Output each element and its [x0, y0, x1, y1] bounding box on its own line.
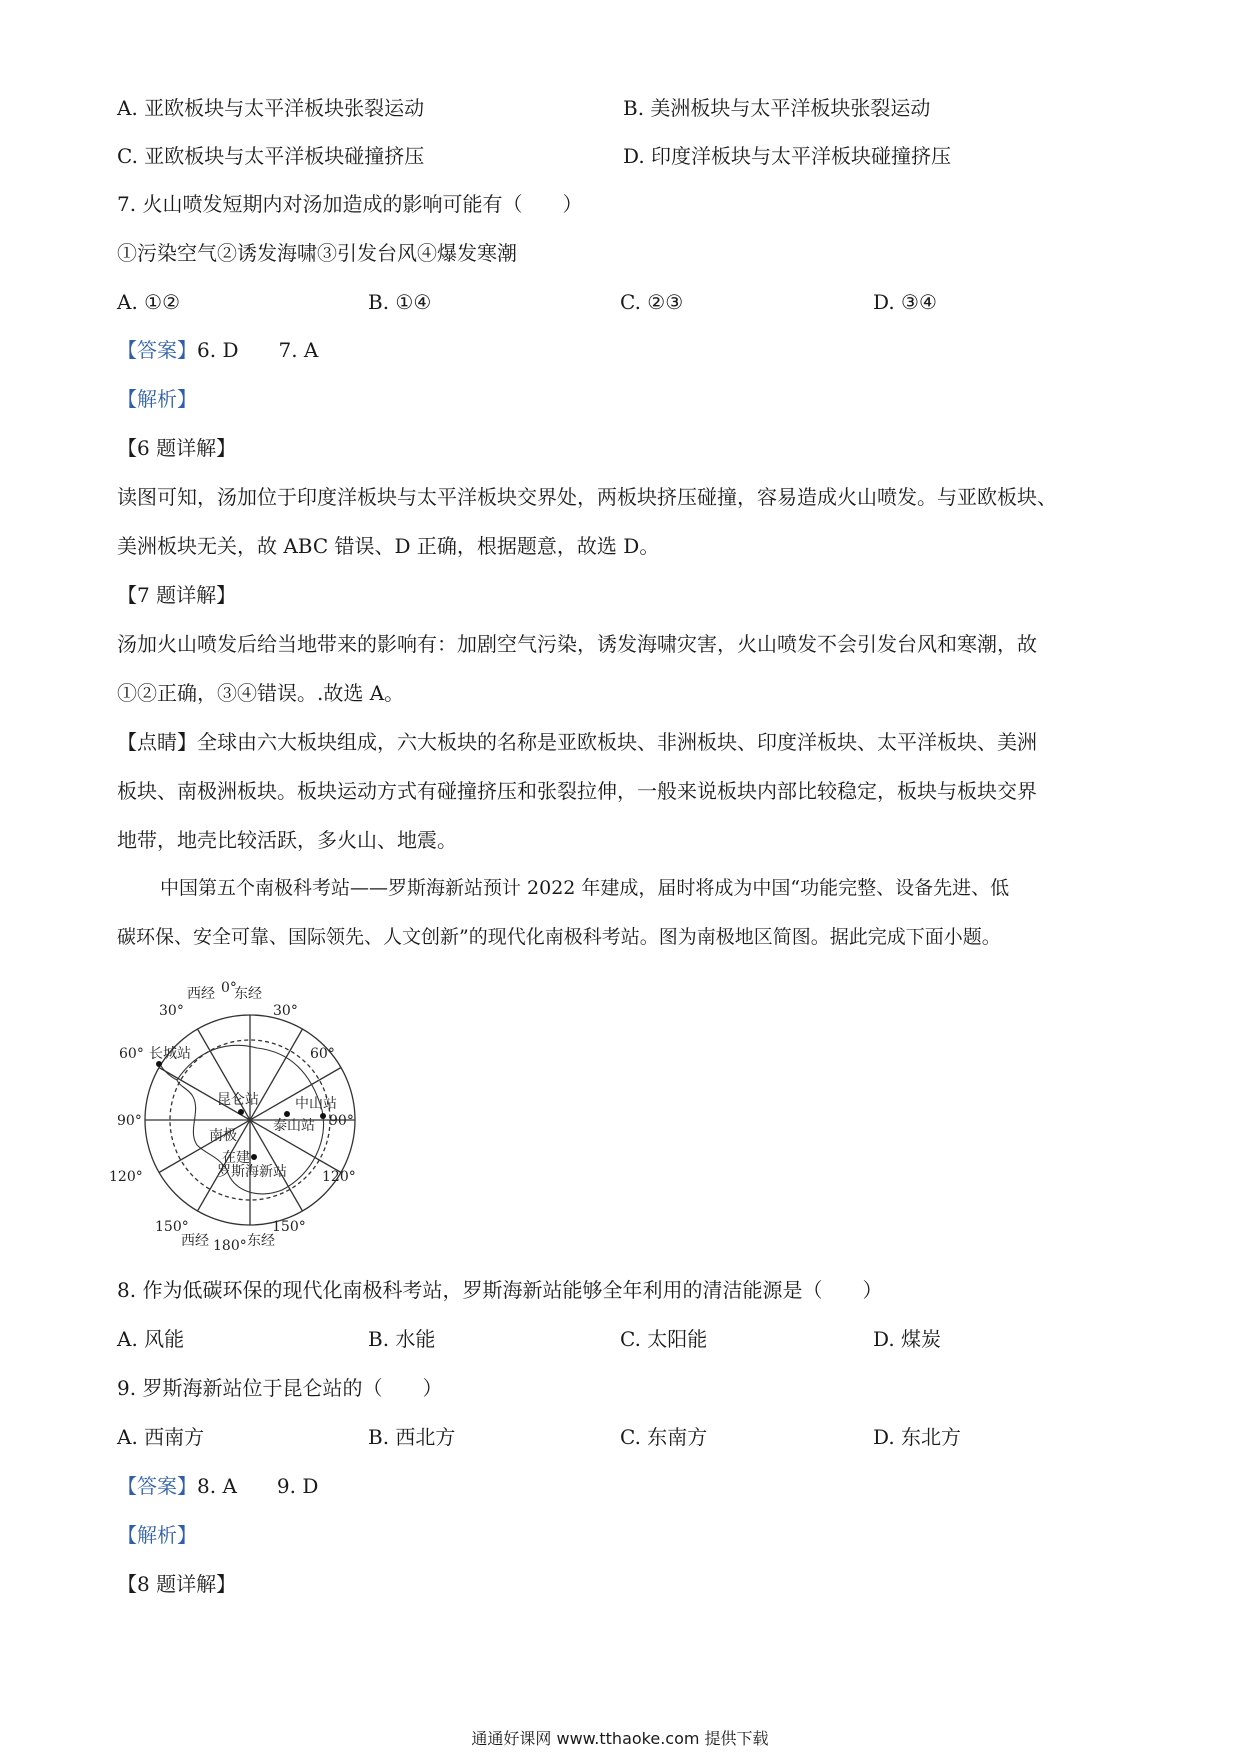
map-label-120w: 120° [109, 1169, 143, 1185]
map-label-60e: 60° [310, 1046, 335, 1062]
map-label-kunlun: 昆仑站 [217, 1092, 259, 1108]
q6-option-b: B. 美洲板块与太平洋板块张裂运动 [623, 96, 931, 120]
q8-option-d: D. 煤炭 [873, 1327, 942, 1351]
taishan-station-dot [284, 1111, 290, 1117]
q7-stem: 7. 火山喷发短期内对汤加造成的影响可能有（ ） [117, 192, 583, 216]
q7-option-b: B. ①④ [368, 290, 432, 314]
map-label-30e: 30° [273, 1003, 298, 1019]
map-label-luosihai: 罗斯海新站 [217, 1164, 287, 1180]
map-label-changcheng: 长城站 [149, 1046, 191, 1062]
map-label-bottom-west: 西经 [181, 1233, 209, 1249]
q8-option-b: B. 水能 [368, 1327, 436, 1351]
map-label-bottom-center: 180° [213, 1238, 247, 1254]
detail-6-line-1: 读图可知，汤加位于印度洋板块与太平洋板块交界处，两板块挤压碰撞，容易造成火山喷发。与亚欧板块、 [117, 485, 1057, 509]
antarctic-peninsula [159, 1063, 177, 1080]
map-label-taishan: 泰山站 [273, 1118, 315, 1134]
q7-option-c: C. ②③ [620, 290, 684, 314]
analysis-label-2: 【解析】 [117, 1523, 197, 1547]
detail-7-line-2: ①②正确，③④错误。.故选 A。 [117, 681, 405, 705]
q9-stem: 9. 罗斯海新站位于昆仑站的（ ） [117, 1376, 443, 1400]
map-label-zaijian: 在建 [222, 1150, 250, 1166]
answer-label-2: 【答案】 [117, 1474, 197, 1498]
map-label-90e: 90° [329, 1113, 354, 1129]
detail-6-line-2: 美洲板块无关，故 ABC 错误、D 正确，根据题意，故选 D。 [117, 534, 660, 558]
kunlun-station-dot [238, 1109, 244, 1115]
analysis-label: 【解析】 [117, 387, 197, 411]
answer-text-2: 8. A 9. D [197, 1474, 319, 1498]
detail-7-heading: 【7 题详解】 [117, 583, 237, 607]
dianjing-line-2: 板块、南极洲板块。板块运动方式有碰撞挤压和张裂拉伸，一般来说板块内部比较稳定，板块与板块交界 [117, 779, 1037, 803]
q9-option-a: A. 西南方 [117, 1425, 205, 1449]
antarctica-map [109, 980, 387, 1255]
q7-items: ①污染空气②诱发海啸③引发台风④爆发寒潮 [117, 241, 517, 265]
dianjing-line-1: 【点睛】全球由六大板块组成，六大板块的名称是亚欧板块、非洲板块、印度洋板块、太平洋板块、美洲 [117, 730, 1037, 754]
q6-option-a: A. 亚欧板块与太平洋板块张裂运动 [117, 96, 425, 120]
map-label-nanji: 南极 [209, 1128, 237, 1144]
detail-6-heading: 【6 题详解】 [117, 436, 237, 460]
answer-line-1 [117, 336, 318, 364]
q8-option-a: A. 风能 [117, 1327, 185, 1351]
detail-7-line-1: 汤加火山喷发后给当地带来的影响有：加剧空气污染，诱发海啸灾害，火山喷发不会引发台风和寒潮，故 [117, 632, 1037, 656]
intro-line-2: 碳环保、安全可靠、国际领先、人文创新”的现代化南极科考站。图为南极地区简图。据此完成下面小题。 [117, 926, 1001, 948]
luosihai-station-dot [251, 1154, 257, 1160]
q9-option-b: B. 西北方 [368, 1425, 456, 1449]
q7-option-a: A. ①② [117, 290, 181, 314]
map-label-60w: 60° [119, 1046, 144, 1062]
answer-line-2 [117, 1472, 318, 1500]
map-label-150e: 150° [272, 1219, 306, 1235]
q6-option-c: C. 亚欧板块与太平洋板块碰撞挤压 [117, 144, 425, 168]
q8-stem: 8. 作为低碳环保的现代化南极科考站，罗斯海新站能够全年利用的清洁能源是（ ） [117, 1278, 883, 1302]
page-footer: 通通好课网 www.tthaoke.com 提供下载 [471, 1729, 769, 1748]
zhongshan-station-dot [320, 1113, 326, 1119]
map-label-bottom-east: 东经 [247, 1233, 275, 1249]
q9-option-d: D. 东北方 [873, 1425, 962, 1449]
map-label-30w: 30° [159, 1003, 184, 1019]
detail-8-heading: 【8 题详解】 [117, 1572, 237, 1596]
map-label-top-west: 西经 [187, 986, 215, 1002]
q9-option-c: C. 东南方 [620, 1425, 708, 1449]
map-label-150w: 150° [155, 1219, 189, 1235]
dianjing-line-3: 地带，地壳比较活跃，多火山、地震。 [117, 828, 457, 852]
map-label-120e: 120° [322, 1169, 356, 1185]
q7-option-d: D. ③④ [873, 290, 937, 314]
map-label-top-center: 0° [221, 980, 237, 996]
map-label-top-east: 东经 [234, 986, 262, 1002]
intro-line-1: 中国第五个南极科考站——罗斯海新站预计 2022 年建成，届时将成为中国“功能完整、设备先进、低 [160, 877, 1010, 899]
answer-text: 6. D 7. A [197, 338, 319, 362]
q6-option-d: D. 印度洋板块与太平洋板块碰撞挤压 [623, 144, 952, 168]
q8-option-c: C. 太阳能 [620, 1327, 708, 1351]
map-label-zhongshan: 中山站 [295, 1096, 337, 1112]
answer-label: 【答案】 [117, 338, 197, 362]
map-label-90w: 90° [117, 1113, 142, 1129]
